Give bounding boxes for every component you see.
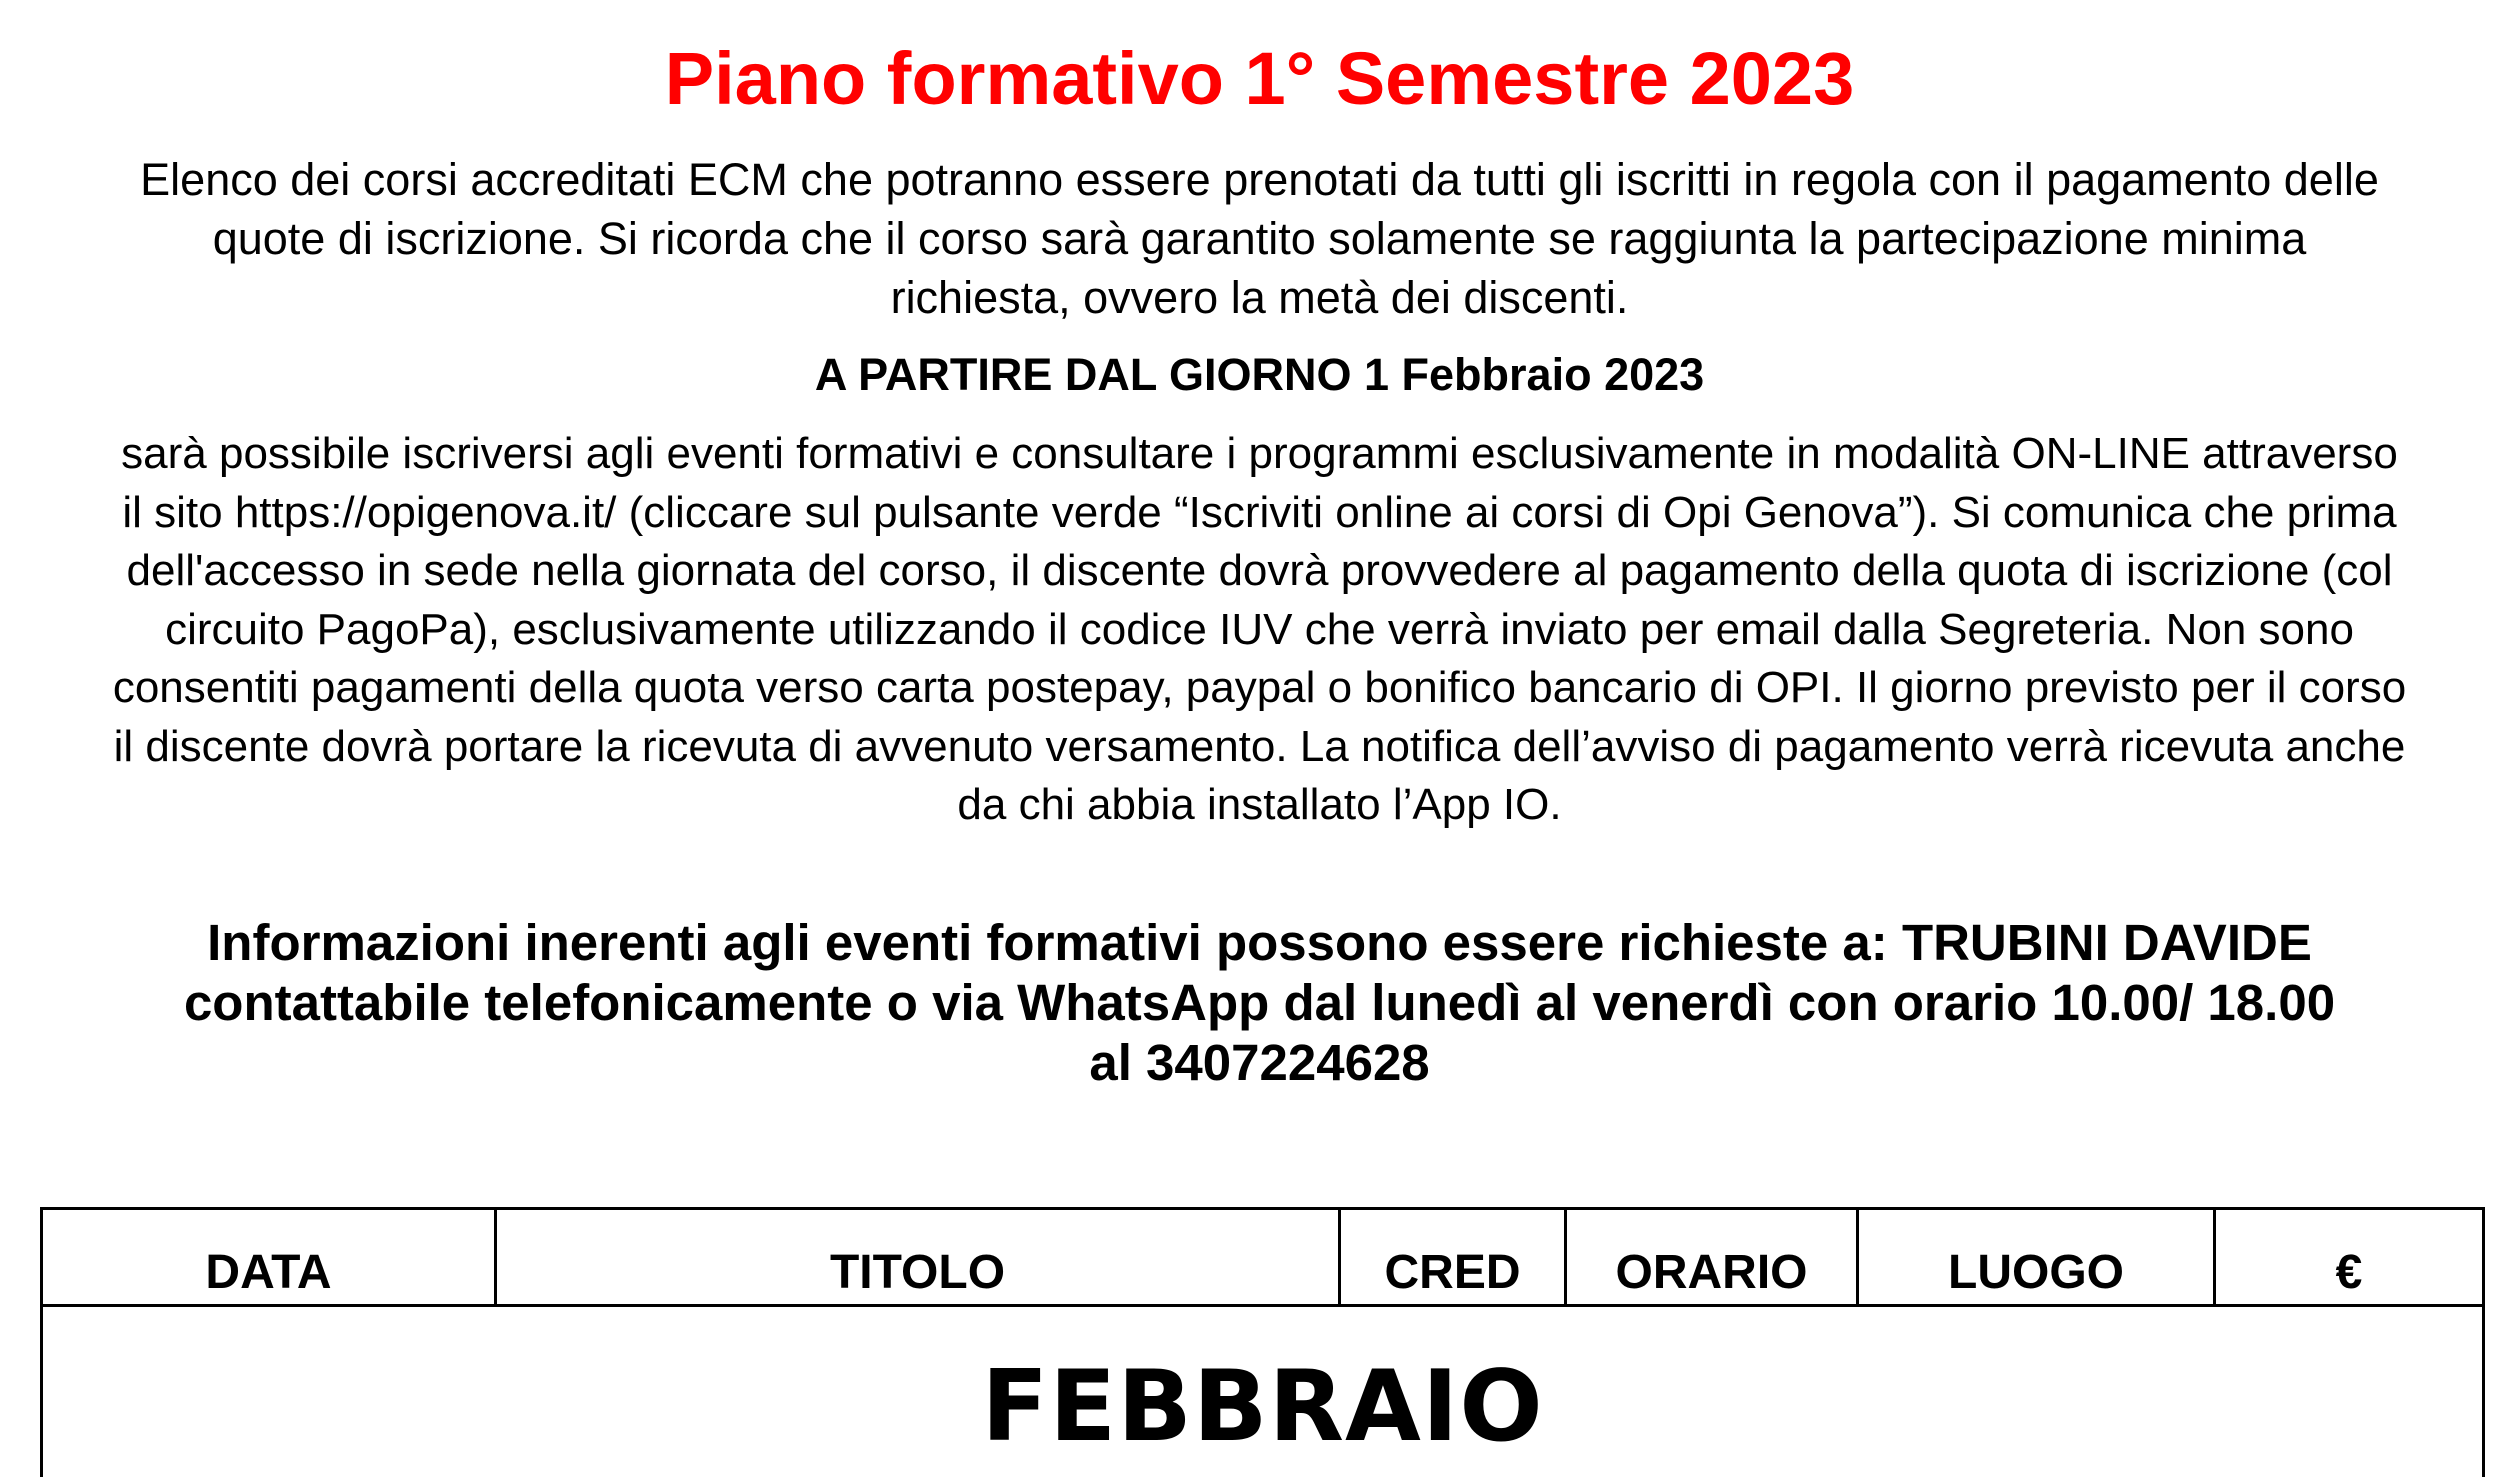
column-header-orario: ORARIO	[1566, 1209, 1858, 1306]
registration-info-paragraph: sarà possibile iscriversi agli eventi formativi e consultare i programmi esclusivamente in modalità ON-LINE attraverso il sito https://opigenova.it/ (cliccare sul pulsante verde “Iscriviti online ai corsi di Opi Genova”). Si comunica che prima dell'accesso in sede nella giornata del corso, il discente dovrà provvedere al pagamento della quota di iscrizione (col circuito PagoPa), esclusivamente utilizzando il codice IUV che verrà inviato per email dalla Segreteria. Non sono consentiti pagamenti della quota verso carta postepay, paypal o bonifico bancario di OPI. Il giorno previsto per il corso il discente dovrà portare la ricevuta di avvenuto versamento. La notifica dell’avviso di pagamento verrà ricevuta anche da chi abbia installato l’App IO.	[110, 425, 2409, 835]
start-date-heading: A PARTIRE DAL GIORNO 1 Febbraio 2023	[0, 345, 2519, 405]
course-schedule-table	[40, 1207, 2485, 1477]
column-header-price: €	[2215, 1209, 2484, 1306]
intro-paragraph: Elenco dei corsi accreditati ECM che potranno essere prenotati da tutti gli iscritti in regola con il pagamento delle quote di iscrizione. Si ricorda che il corso sarà garantito solamente se raggiunta la partecipazione minima richiesta, ovvero la metà dei discenti.	[120, 150, 2399, 327]
month-heading: FEBBRAIO	[42, 1306, 2484, 1477]
page-title: Piano formativo 1° Semestre 2023	[0, 34, 2519, 124]
month-row	[42, 1306, 2484, 1477]
column-header-titolo: TITOLO	[496, 1209, 1340, 1306]
column-header-luogo: LUOGO	[1858, 1209, 2215, 1306]
column-header-cred: CRED	[1340, 1209, 1566, 1306]
column-header-data: DATA	[42, 1209, 496, 1306]
contact-info-paragraph: Informazioni inerenti agli eventi formativi possono essere richieste a: TRUBINI DAVIDE contattabile telefonicamente o via WhatsApp dal lunedì al venerdì con orario 10.00/ 18.00 al 3407224628	[160, 913, 2359, 1093]
table-header-row	[42, 1209, 2484, 1306]
